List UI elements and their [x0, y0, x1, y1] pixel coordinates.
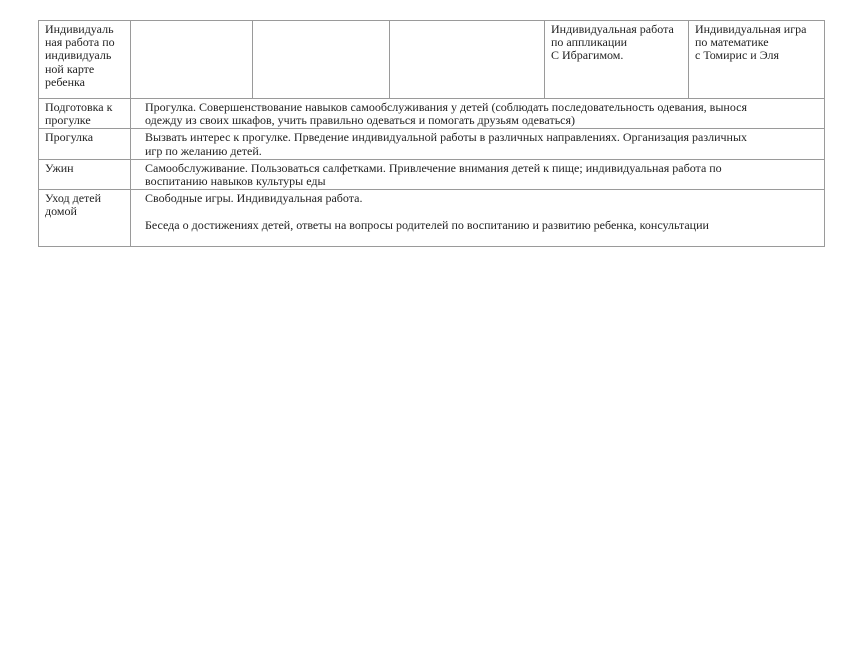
walk-text: Вызвать интерес к прогулке. Прведение индивидуальной работы в различных направлениях. Организация различных игр по желанию детей. [131, 129, 825, 159]
row-label-walk-preparation: Подготовка к прогулке [39, 99, 131, 129]
table-row-individual-work [39, 21, 825, 99]
walk-preparation-text: Прогулка. Совершенствование навыков самообслуживания у детей (соблюдать последовательность одевания, вынося одежду из своих шкафов, учить правильно одеваться и помогать друзьям одеваться) [131, 99, 825, 129]
row-label-dinner: Ужин [39, 159, 131, 189]
cell-math-game: Индивидуальная игра по математике с Томирис и Эля [689, 21, 825, 99]
table-row-walk [39, 129, 825, 159]
dinner-text: Самообслуживание. Пользоваться салфетками. Привлечение внимания детей к пище; индивидуальная работа по воспитанию навыков культуры еды [131, 159, 825, 189]
row-label-going-home: Уход детей домой [39, 190, 131, 247]
empty-cell-tuesday [253, 21, 390, 99]
cell-applique-work: Индивидуальная работа по аппликации С Ибрагимом. [545, 21, 689, 99]
row-label-individual-work: Индивидуаль ная работа по индивидуаль ной карте ребенка [39, 21, 131, 99]
table-row-dinner [39, 159, 825, 189]
table-row-going-home [39, 190, 825, 247]
daily-plan-table [38, 20, 825, 247]
going-home-text: Свободные игры. Индивидуальная работа. Беседа о достижениях детей, ответы на вопросы родителей по воспитанию и развитию ребенка, консультации [131, 190, 825, 247]
empty-cell-wednesday [390, 21, 545, 99]
row-label-walk: Прогулка [39, 129, 131, 159]
table-row-walk-preparation [39, 99, 825, 129]
empty-cell-monday [131, 21, 253, 99]
